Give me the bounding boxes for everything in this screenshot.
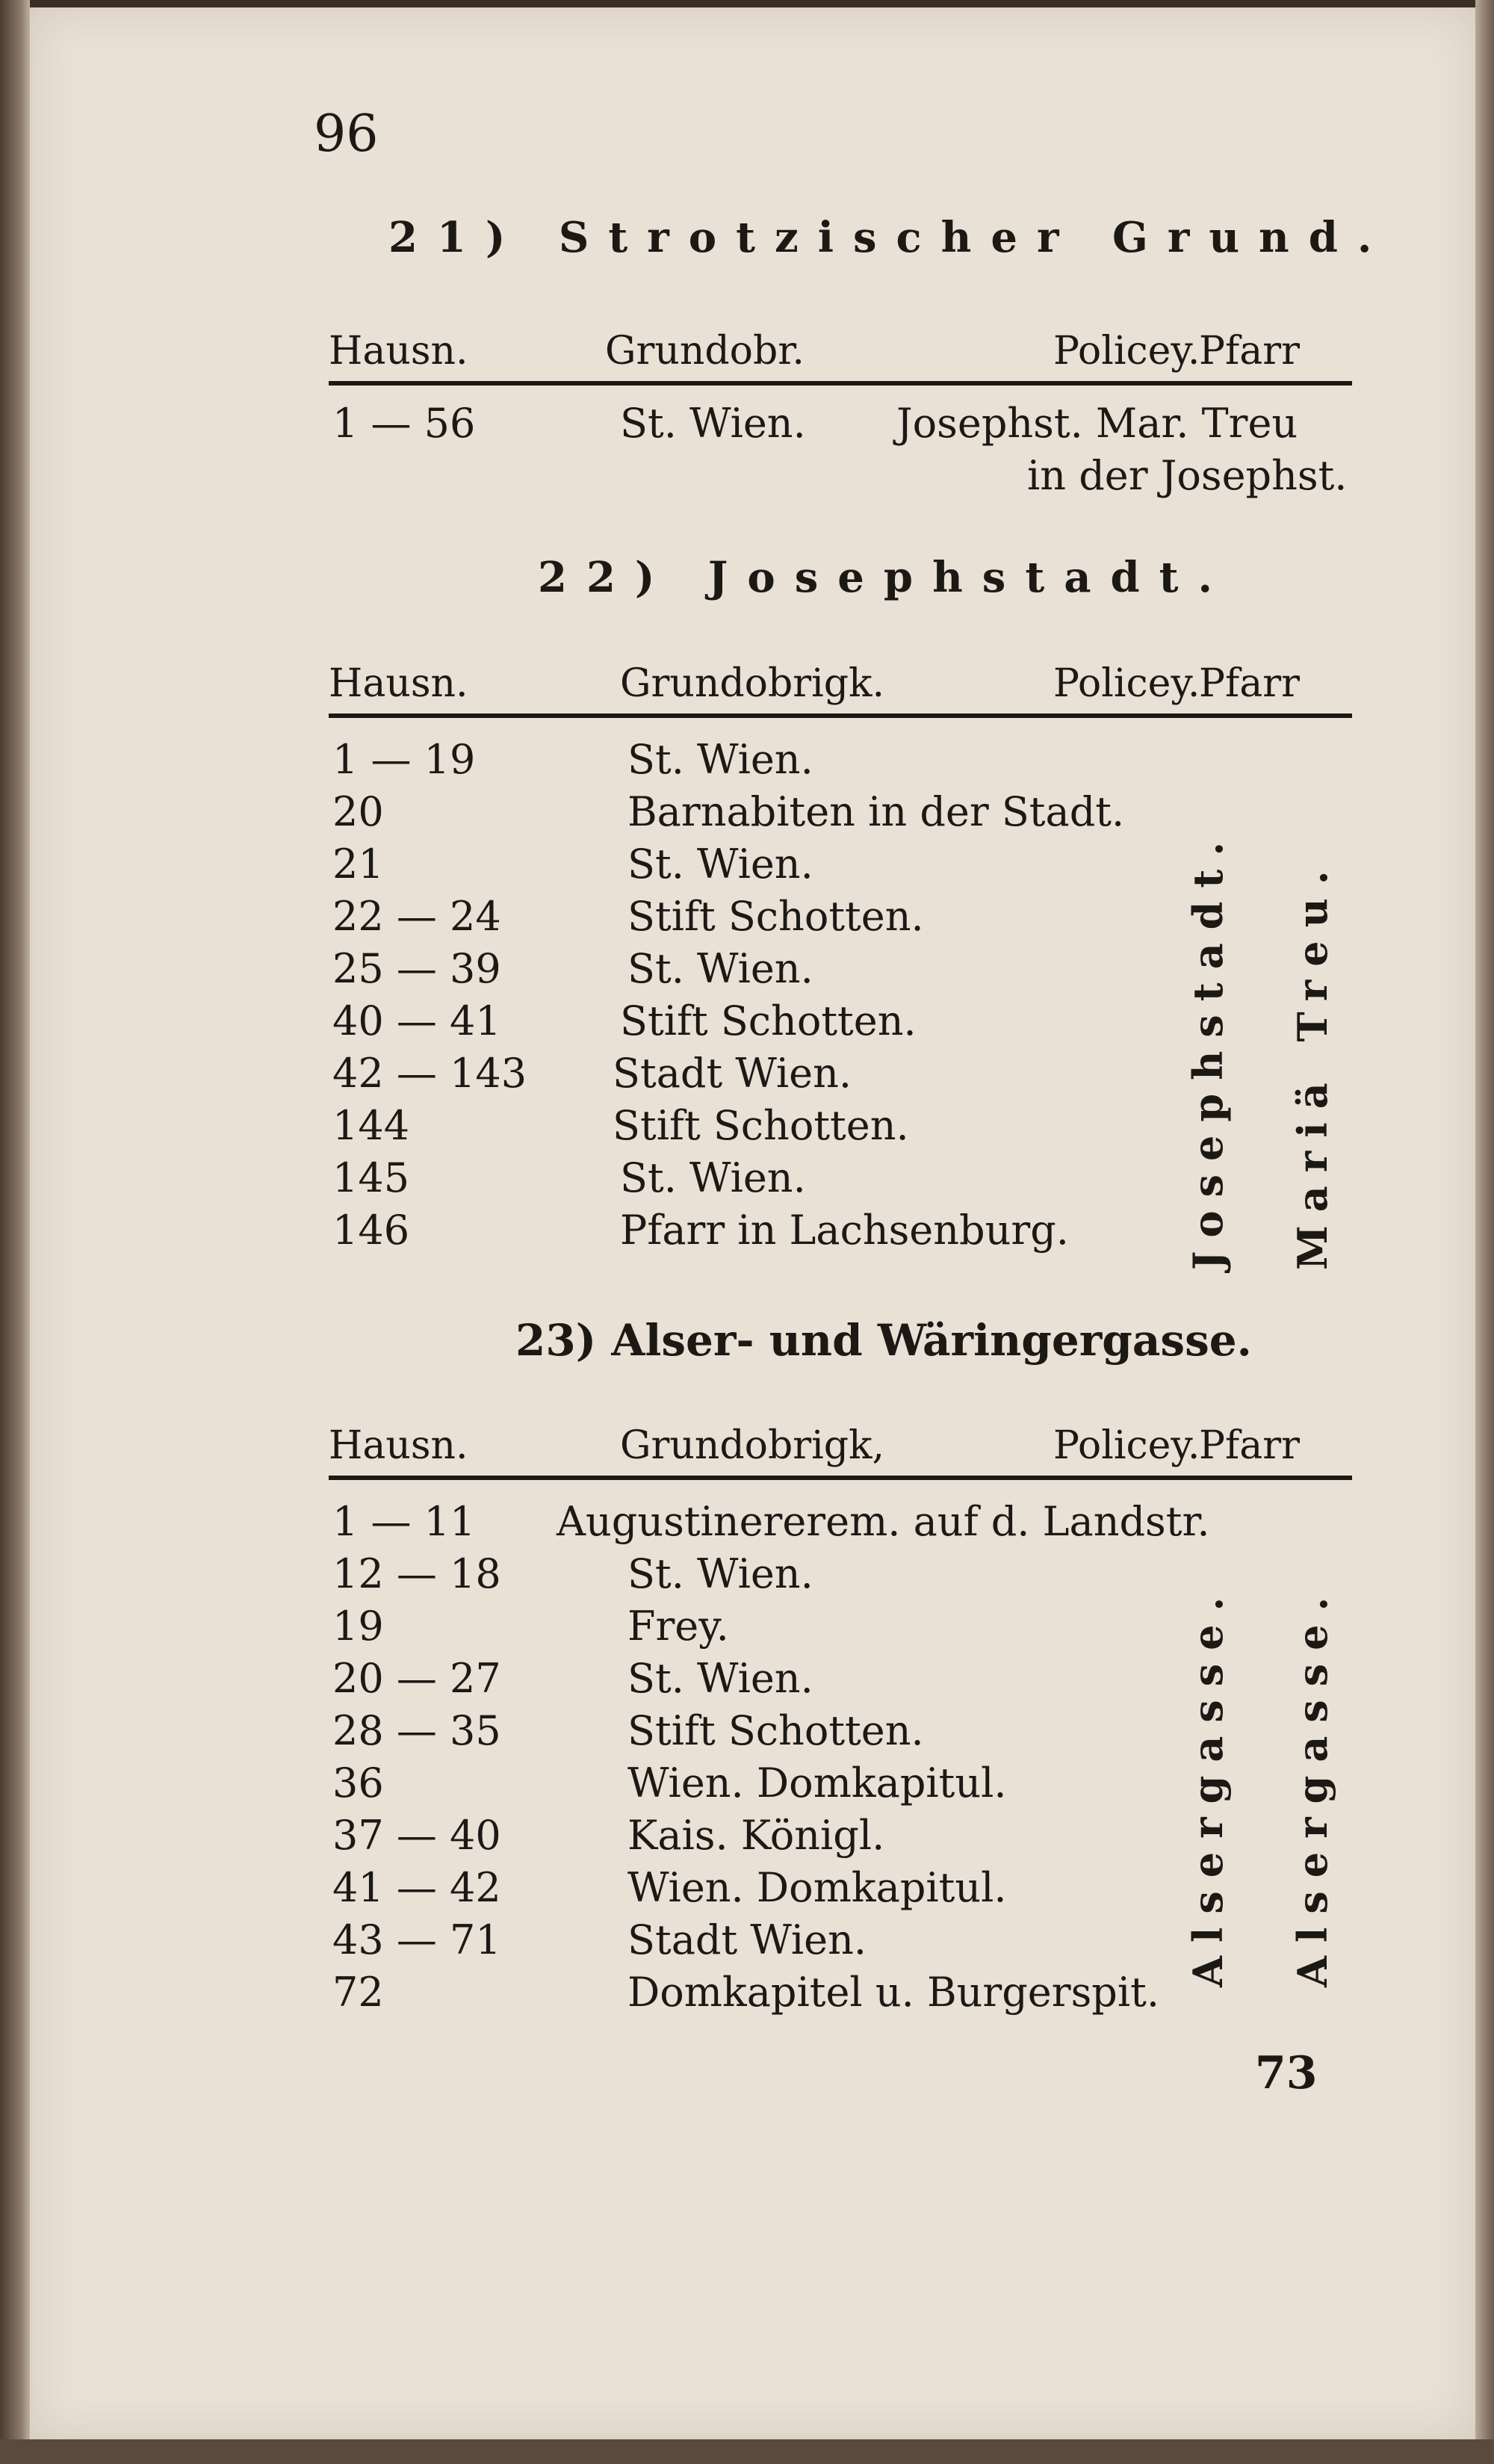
table-row-grund: St. Wien. [627, 1655, 813, 1702]
page-number: 96 [314, 105, 379, 164]
table-row-grund: Pfarr in Lachsenburg. [620, 1207, 1069, 1254]
section-21-row-pfarr: in der Josephst. [1027, 452, 1348, 499]
section-21-row-policey: Josephst. Mar. Treu [896, 400, 1298, 447]
section-21-header-rule [329, 381, 1352, 386]
section-22-header-rule [329, 713, 1352, 718]
table-row-haus: 37 — 40 [332, 1812, 501, 1859]
table-row-haus: 43 — 71 [332, 1916, 501, 1963]
table-row-grund: Stadt Wien. [613, 1050, 852, 1097]
table-row-haus: 144 [332, 1102, 410, 1149]
section-22-header-hausn: Hausn. [329, 661, 468, 706]
table-row-haus: 20 [332, 788, 384, 835]
table-row-grund: Kais. Königl. [627, 1812, 885, 1859]
table-row-grund: Frey. [627, 1603, 729, 1650]
section-22-header-grund: Grundobrigk. [620, 661, 885, 706]
table-row-haus: 25 — 39 [332, 945, 501, 992]
book-spine [0, 0, 30, 2464]
table-row-haus: 22 — 24 [332, 893, 501, 940]
table-row-haus: 72 [332, 1969, 384, 2016]
table-row-grund: Wien. Domkapitul. [627, 1864, 1007, 1911]
section-21-header-pfarr: Pfarr [1199, 329, 1300, 374]
section-23-title: 23) Alser- und Wäringergasse. [515, 1315, 1252, 1366]
section-23-header-hausn: Hausn. [329, 1423, 468, 1468]
section-22-header-pfarr: Pfarr [1199, 661, 1300, 706]
section-22-header-policey: Policey. [1053, 661, 1200, 706]
table-row-haus: 42 — 143 [332, 1050, 527, 1097]
table-row-haus: 145 [332, 1154, 410, 1201]
table-row-haus: 19 [332, 1603, 384, 1650]
table-row-grund: St. Wien. [627, 841, 813, 888]
table-row-grund: Barnabiten in der Stadt. [627, 788, 1125, 835]
section-23-vertical-policey: Alsergasse. [1184, 1583, 1232, 1987]
table-row-grund: Stift Schotten. [620, 997, 917, 1044]
table-row-haus: 40 — 41 [332, 997, 501, 1044]
section-21-header-policey: Policey. [1053, 329, 1200, 374]
table-row-grund: Stift Schotten. [627, 893, 924, 940]
section-22-title: 22) Josephstadt. [538, 553, 1232, 602]
section-21-header-hausn: Hausn. [329, 329, 468, 374]
page-edge [1475, 0, 1494, 2464]
table-row-grund: St. Wien. [620, 1154, 806, 1201]
signature-mark: 73 [1255, 2047, 1318, 2099]
table-row-haus: 21 [332, 841, 384, 888]
section-23-header-policey: Policey. [1053, 1423, 1200, 1468]
table-row-haus: 1 — 11 [332, 1498, 476, 1545]
table-row-grund: St. Wien. [627, 1550, 813, 1597]
section-21-row-grund: St. Wien. [620, 400, 806, 447]
table-row-grund: Domkapitel u. Burgerspit. [627, 1969, 1159, 2016]
section-22-vertical-policey: Josephstadt. [1184, 828, 1232, 1270]
section-21-title: 21) Strotzischer Grund. [388, 213, 1392, 262]
section-23-header-grund: Grundobrigk, [620, 1423, 885, 1468]
table-row-haus: 28 — 35 [332, 1707, 501, 1754]
table-row-haus: 41 — 42 [332, 1864, 501, 1911]
page-bottom-edge [0, 2439, 1494, 2464]
section-23-vertical-pfarr: Alsergasse. [1289, 1583, 1336, 1987]
table-row-grund: Augustinererem. auf d. Landstr. [557, 1498, 1210, 1545]
table-row-grund: Stadt Wien. [627, 1916, 867, 1963]
section-23-header-pfarr: Pfarr [1199, 1423, 1300, 1468]
table-row-haus: 20 — 27 [332, 1655, 501, 1702]
table-row-haus: 1 — 19 [332, 736, 476, 783]
table-row-grund: Wien. Domkapitul. [627, 1759, 1007, 1807]
table-row-grund: Stift Schotten. [627, 1707, 924, 1754]
section-21-header-grund: Grundobr. [605, 329, 805, 374]
table-row-haus: 146 [332, 1207, 410, 1254]
table-row-haus: 12 — 18 [332, 1550, 501, 1597]
section-22-vertical-pfarr: Mariä Treu. [1289, 857, 1336, 1270]
table-row-grund: St. Wien. [627, 945, 813, 992]
table-row-grund: Stift Schotten. [613, 1102, 909, 1149]
table-row-grund: St. Wien. [627, 736, 813, 783]
section-23-header-rule [329, 1476, 1352, 1480]
table-row-haus: 36 [332, 1759, 384, 1807]
section-21-row-haus: 1 — 56 [332, 400, 476, 447]
